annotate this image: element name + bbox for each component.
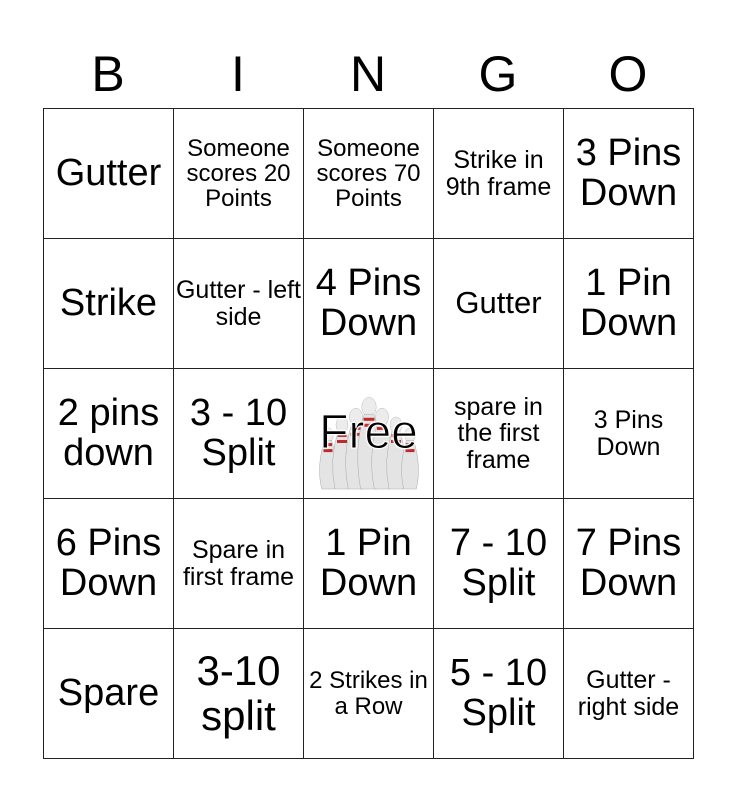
bingo-cell[interactable] xyxy=(304,629,434,759)
bingo-row xyxy=(44,629,694,759)
cell-content xyxy=(304,239,433,368)
bingo-cell[interactable] xyxy=(44,109,174,239)
cell-content xyxy=(434,109,563,238)
cell-content xyxy=(304,629,433,758)
bingo-cell[interactable] xyxy=(564,629,694,759)
bingo-cell[interactable] xyxy=(44,369,174,499)
cell-label: 3 Pins Down xyxy=(575,131,682,214)
bingo-cell[interactable] xyxy=(434,109,564,239)
bingo-cell[interactable] xyxy=(44,239,174,369)
cell-label: 1 Pin Down xyxy=(319,521,418,604)
bingo-cell[interactable] xyxy=(174,109,304,239)
bingo-cell[interactable] xyxy=(434,239,564,369)
cell-content xyxy=(304,369,433,498)
cell-content xyxy=(434,239,563,368)
header-letter-b: B xyxy=(91,46,125,102)
cell-label: Gutter - right side xyxy=(577,666,680,721)
cell-label: Gutter - left side xyxy=(175,276,302,331)
cell-content xyxy=(564,629,693,758)
bingo-cell[interactable] xyxy=(564,369,694,499)
cell-content xyxy=(174,629,303,758)
bingo-cell[interactable] xyxy=(174,499,304,629)
cell-label: Spare xyxy=(57,671,160,714)
cell-content xyxy=(174,369,303,498)
bingo-cell[interactable] xyxy=(174,629,304,759)
cell-label: 2 pins down xyxy=(57,391,160,474)
cell-label: Spare in first frame xyxy=(182,536,295,591)
header-letter-g: G xyxy=(478,46,518,102)
cell-label: 3-10 split xyxy=(196,647,281,739)
bingo-cell[interactable] xyxy=(174,369,304,499)
cell-label: 2 Strikes in a Row xyxy=(309,667,428,720)
cell-content xyxy=(564,239,693,368)
cell-content xyxy=(44,369,173,498)
header-letter-o: O xyxy=(608,46,648,102)
cell-label: 7 - 10 Split xyxy=(449,521,548,604)
cell-content xyxy=(174,239,303,368)
cell-label: Strike xyxy=(59,281,158,324)
header-letter-i: I xyxy=(231,46,245,102)
bingo-row xyxy=(44,499,694,629)
bingo-header xyxy=(43,44,693,104)
bingo-cell[interactable] xyxy=(174,239,304,369)
cell-label: 3 - 10 Split xyxy=(189,391,288,474)
cell-label: Gutter xyxy=(455,285,542,321)
cell-label: 3 Pins Down xyxy=(593,406,664,461)
cell-content xyxy=(564,109,693,238)
cell-content xyxy=(304,499,433,628)
bingo-cell[interactable] xyxy=(304,109,434,239)
cell-label: spare in the first frame xyxy=(454,393,543,474)
bingo-row xyxy=(44,239,694,369)
free-space-cell[interactable] xyxy=(304,369,434,499)
bingo-card xyxy=(43,108,694,759)
bingo-cell[interactable] xyxy=(44,499,174,629)
cell-content xyxy=(434,629,563,758)
cell-label: 1 Pin Down xyxy=(579,261,678,344)
cell-content xyxy=(174,109,303,238)
bingo-row xyxy=(44,109,694,239)
bingo-cell[interactable] xyxy=(304,239,434,369)
cell-label: Strike in 9th frame xyxy=(445,146,552,201)
bingo-cell[interactable] xyxy=(304,499,434,629)
bingo-cell[interactable] xyxy=(434,369,564,499)
bingo-cell[interactable] xyxy=(564,239,694,369)
cell-content xyxy=(434,369,563,498)
cell-label: Someone scores 20 Points xyxy=(186,134,291,213)
bingo-cell[interactable] xyxy=(44,629,174,759)
cell-content xyxy=(44,499,173,628)
bingo-cell[interactable] xyxy=(564,499,694,629)
free-label: Free xyxy=(319,406,418,460)
cell-label: 7 Pins Down xyxy=(575,521,682,604)
bingo-cell[interactable] xyxy=(434,629,564,759)
bingo-cell[interactable] xyxy=(434,499,564,629)
cell-label: 4 Pins Down xyxy=(315,261,422,344)
cell-content xyxy=(304,109,433,238)
cell-content xyxy=(564,499,693,628)
cell-content xyxy=(174,499,303,628)
cell-label: 5 - 10 Split xyxy=(449,651,548,734)
cell-label: Someone scores 70 Points xyxy=(316,134,421,213)
cell-label: Gutter xyxy=(55,151,162,194)
cell-content xyxy=(564,369,693,498)
cell-content xyxy=(44,629,173,758)
bingo-cell[interactable] xyxy=(564,109,694,239)
cell-content xyxy=(434,499,563,628)
header-letter-n: N xyxy=(349,46,387,102)
cell-label: 6 Pins Down xyxy=(55,521,162,604)
cell-content xyxy=(44,239,173,368)
cell-content xyxy=(44,109,173,238)
bingo-row xyxy=(44,369,694,499)
